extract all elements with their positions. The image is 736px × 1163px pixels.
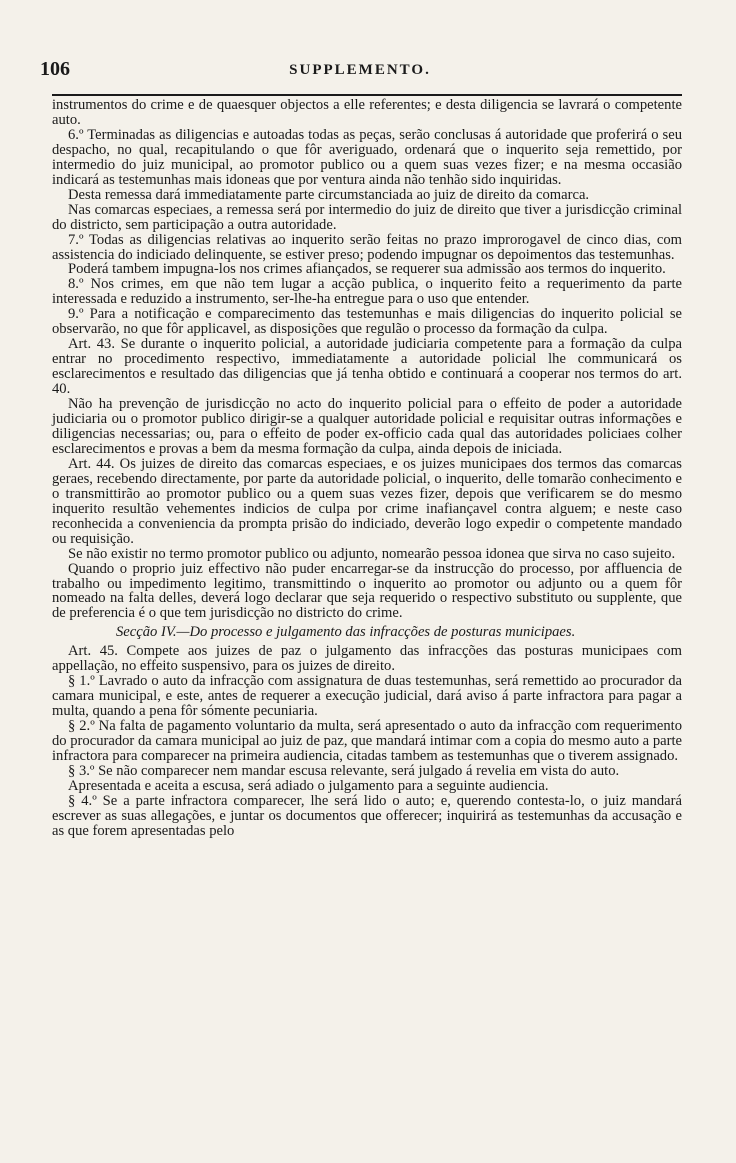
paragraph: Não ha prevenção de jurisdicção no acto do inquerito policial para o effeito de poder a autoridade judiciaria ou o promotor publico dirigir-se a qualquer autoridade policial e requisitar outras informações e diligencias necessarias; ou, para o effeito de poder ex-officio cada qual das autoridades policiaes colher esclarecimentos e provas a bem da mesma formação da culpa, ainda depois de iniciada. bbox=[52, 396, 682, 457]
paragraph: § 3.º Se não comparecer nem mandar escusa relevante, será julgado á revelia em vista do auto. bbox=[68, 762, 620, 779]
paragraph: Desta remessa dará immediatamente parte circumstanciada ao juiz de direito da comarca. bbox=[68, 186, 590, 203]
paragraph: Quando o proprio juiz effectivo não puder encarregar-se da instrucção do processo, por affluencia de trabalho ou impedimento legitimo, transmittindo o inquerito ao promotor ou adjunto ou a quem fôr nomeado na falta delles, deverá logo declarar que seja requerido o respectivo substituto ou supplente, que de preferencia é o que tem jurisdicção no districto do crime. bbox=[52, 560, 682, 622]
header-rule bbox=[52, 94, 682, 96]
section-title: Secção IV.—Do processo e julgamento das infracções de posturas municipaes. bbox=[116, 624, 576, 641]
body-text bbox=[52, 98, 682, 839]
page-header bbox=[40, 58, 680, 82]
paragraph: 6.º Terminadas as diligencias e autoadas todas as peças, serão conclusas á autoridade que proferirá o seu despacho, no qual, recapitulando o que fôr averiguado, ordenará que o inquerito seja remettido, por intermedio do juiz municipal, ao promotor publico ou a quem suas vezes fizer; e na mesma occasião indicará as testemunhas mais idoneas que por ventura ainda não tenhão sido inquiridas. bbox=[52, 126, 682, 188]
paragraph: Art. 45. Compete aos juizes de paz o julgamento das infracções das posturas municipaes com appellação, no effeito suspensivo, para os juizes de direito. bbox=[52, 643, 682, 675]
paragraph: Art. 44. Os juizes de direito das comarcas especiaes, e os juizes municipaes dos termos das comarcas geraes, recebendo directamente, por parte da autoridade policial, o inquerito, delle tomarão conhecimento e o transmittirão ao promotor publico ou a quem suas vezes fizer, depois que verificarem se do mesmo inquerito resultão vehementes indicios de culpa por crime inafiançavel contra alguem; e neste caso reconhecida a conveniencia da prompta prisão do indiciado, deverão logo expedir o competente mandado ou requisição. bbox=[52, 455, 682, 547]
paragraph: 7.º Todas as diligencias relativas ao inquerito serão feitas no prazo improrogavel de cinco dias, com assistencia do indiciado delinquente, se estiver preso; podendo impugnar os depoimentos das testemunhas. bbox=[52, 231, 682, 263]
paragraph: § 2.º Na falta de pagamento voluntario da multa, será apresentado o auto da infracção com requerimento do procurador da camara municipal ao juiz de paz, que mandará intimar com a copia do mesmo auto a parte infractora para comparecer na primeira audiencia, citadas tambem as testemunhas que o tiverem assignado. bbox=[52, 718, 682, 764]
paragraph: § 1.º Lavrado o auto da infracção com assignatura de duas testemunhas, será remettido ao procurador da camara municipal, e este, antes de requerer a execução judicial, dará aviso á parte infractora para pagar a multa, quando a pena fôr sómente pecuniaria. bbox=[52, 673, 682, 720]
paragraph: Apresentada e aceita a escusa, será adiado o julgamento para a seguinte audiencia. bbox=[68, 777, 549, 794]
paragraph: Art. 43. Se durante o inquerito policial, a autoridade judiciaria competente para a formação da culpa entrar no procedimento respectivo, immediatamente a autoridade policial lhe communicará os esclarecimentos e resultado das diligencias que já tenha obtido e continuará a cooperar nos termos do art. 40. bbox=[52, 336, 682, 398]
running-title: SUPPLEMENTO. bbox=[289, 62, 431, 78]
page-number: 106 bbox=[40, 58, 70, 80]
paragraph: 8.º Nos crimes, em que não tem lugar a acção publica, o inquerito feito a requerimento da parte interessada e reduzido a instrumento, ser-lhe-ha entregue para o uso que entender. bbox=[52, 276, 682, 308]
paragraph: instrumentos do crime e de quaesquer objectos a elle referentes; e desta diligencia se lavrará o competente auto. bbox=[52, 97, 682, 128]
paragraph: Poderá tambem impugna-los nos crimes afiançados, se requerer sua admissão aos termos do inquerito. bbox=[68, 261, 666, 278]
paragraph: 9.º Para a notificação e comparecimento das testemunhas e mais diligencias do inquerito policial se observarão, no que fôr applicavel, as disposições que regulão o processo da formação da culpa. bbox=[52, 306, 682, 338]
paragraph: Nas comarcas especiaes, a remessa será por intermedio do juiz de direito que tiver a jurisdicção criminal do districto, sem participação a outra autoridade. bbox=[52, 201, 682, 233]
paragraph: § 4.º Se a parte infractora comparecer, lhe será lido o auto; e, querendo contesta-lo, o juiz mandará escrever as suas allegações, e juntar os documentos que offerecer; inquirirá as testemunhas da accusação e as que forem apresentadas pelo bbox=[52, 792, 682, 839]
paragraph: Se não existir no termo promotor publico ou adjunto, nomearão pessoa idonea que sirva no caso sujeito. bbox=[68, 545, 676, 562]
